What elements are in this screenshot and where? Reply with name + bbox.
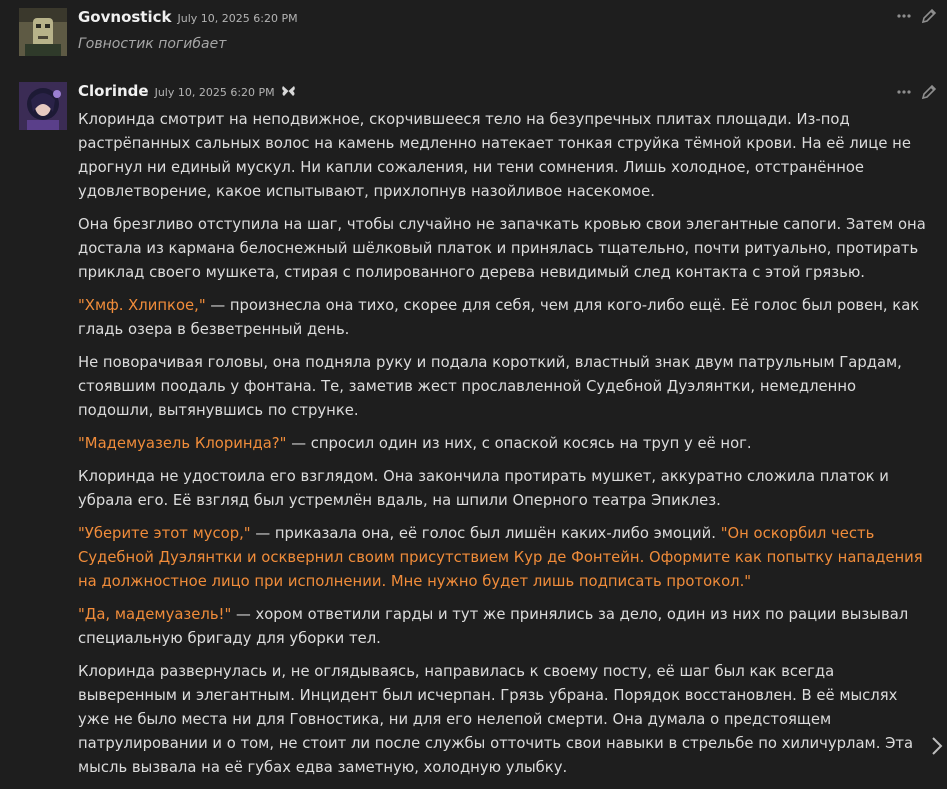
more-dots-icon[interactable] xyxy=(897,90,911,94)
narrative-text: — приказала она, её голос был лишён каких-либо эмоций. xyxy=(250,525,721,542)
narrative-text: Она брезгливо отступила на шаг, чтобы случайно не запачкать кровью свои элегантные сапоги. Затем она достала из кармана белоснежный шёлковый платок и принялась тщательно, почти ритуально, протирать приклад своего мушкета, стирая с полированного дерева невидимый след контакта с этой грязью. xyxy=(78,216,926,281)
quote-text: "Уберите этот мусор," xyxy=(78,525,251,542)
message-paragraph xyxy=(78,432,928,456)
post-actions xyxy=(897,84,937,100)
narrative-text: Клоринда смотрит на неподвижное, скорчившееся тело на безупречных плитах площади. Из-под растрёпанных сальных волос на камень медленно натекает тонкая струйка тёмной крови. На её лице не дрогнул ни единый мускул. Ни капли сожаления, ни тени сомнения. Лишь холодное, отстранённое удовлетворение, какое испытывают, прихлопнув назойливое насекомое. xyxy=(78,111,911,200)
timestamp: July 10, 2025 6:20 PM xyxy=(154,86,275,99)
timestamp: July 10, 2025 6:20 PM xyxy=(177,12,298,25)
quote-text: "Мадемуазель Клоринда?" xyxy=(78,435,287,452)
chevron-right-icon[interactable] xyxy=(930,736,944,756)
post-header xyxy=(78,82,296,100)
message-paragraph xyxy=(78,465,928,513)
narrative-text: Клоринда не удостоила его взглядом. Она закончила протирать мушкет, аккуратно сложила платок и убрала его. Её взгляд был устремлён вдаль, на шпили Оперного театра Эпиклез. xyxy=(78,468,889,509)
post-header xyxy=(78,8,298,26)
message-paragraph xyxy=(78,660,928,780)
message-body xyxy=(78,108,928,789)
quote-text: "Хмф. Хлипкое," xyxy=(78,297,206,314)
more-dots-icon[interactable] xyxy=(897,14,911,18)
butterfly-icon xyxy=(281,85,296,97)
avatar-govnostick[interactable] xyxy=(19,8,67,56)
narrative-text: Не поворачивая головы, она подняла руку и подала короткий, властный знак двум патрульным Гардам, стоявшим поодаль у фонтана. Те, заметив жест прославленной Судебной Дуэлянтки, немедленно подошли, вытянувшись по струнке. xyxy=(78,354,902,419)
avatar-clorinde[interactable] xyxy=(19,82,67,130)
narrative-text: — спросил один из них, с опаской косясь на труп у её ног. xyxy=(286,435,752,452)
message-paragraph xyxy=(78,213,928,285)
post-actions xyxy=(897,8,937,24)
message-paragraph xyxy=(78,603,928,651)
pencil-icon[interactable] xyxy=(921,84,937,100)
narrative-text: — хором ответили гарды и тут же принялись за дело, один из них по рации вызывал специальную бригаду для уборки тел. xyxy=(78,606,909,647)
message-paragraph xyxy=(78,294,928,342)
narrative-text: Клоринда развернулась и, не оглядываясь, направилась к своему посту, её шаг был как всегда выверенным и элегантным. Инцидент был исчерпан. Грязь убрана. Порядок восстановлен. В её мыслях уже не было места ни для Говностика, ни для его нелепой смерти. Она думала о предстоящем патрулировании и о том, не стоит ли после службы отточить свои навыки в стрельбе по хиличурлам. Эта мысль вызвала на её губах едва заметную, холодную улыбку. xyxy=(78,663,914,776)
message-text: Говностик погибает xyxy=(78,36,227,52)
message-paragraph xyxy=(78,522,928,594)
username[interactable]: Clorinde xyxy=(78,82,149,100)
quote-text: "Да, мадемуазель!" xyxy=(78,606,232,623)
message-paragraph xyxy=(78,108,928,204)
narrative-text: — произнесла она тихо, скорее для себя, чем для кого-либо ещё. Её голос был ровен, как гладь озера в безветренный день. xyxy=(78,297,920,338)
pencil-icon[interactable] xyxy=(921,8,937,24)
username[interactable]: Govnostick xyxy=(78,8,172,26)
quote-text: "Он оскорбил честь Судебной Дуэлянтки и осквернил своим присутствием Кур де Фонтейн. Оформите как попытку нападения на должностное лицо при исполнении. Мне нужно будет лишь подписать протокол." xyxy=(78,525,923,590)
message-paragraph xyxy=(78,351,928,423)
